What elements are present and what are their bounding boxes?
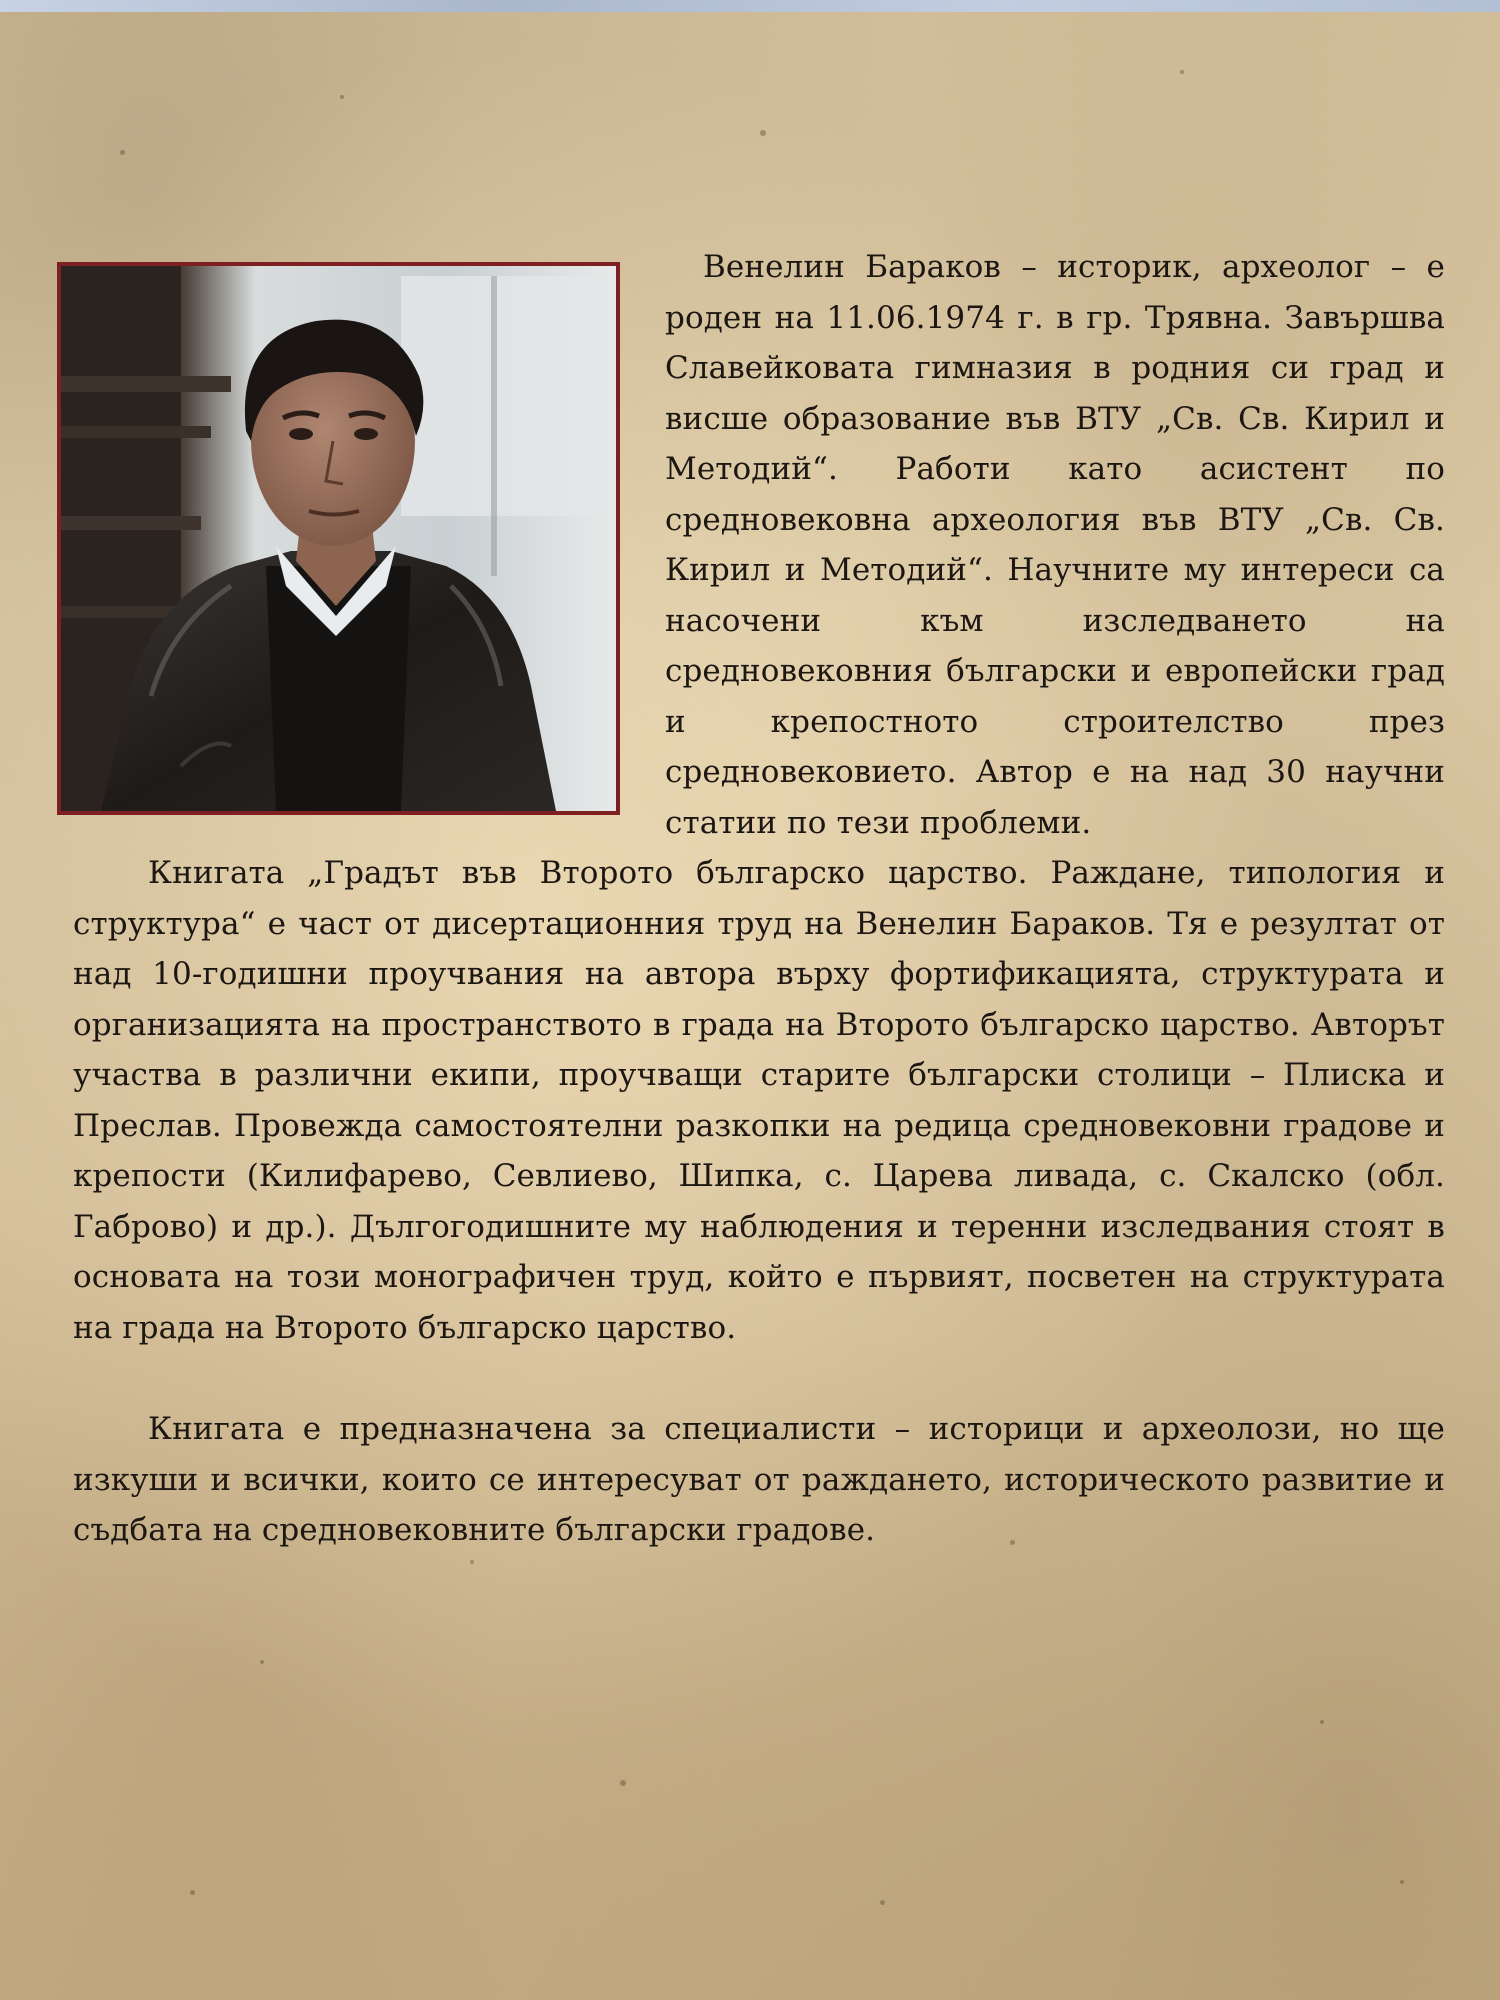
author-bio-paragraph: Венелин Бараков – историк, археолог – е роден на 11.06.1974 г. в гр. Трявна. Завършва Славейковата гимназия в родния си град и висше образование във ВТУ „Св. Св. Кирил и Методий“. Работи като асистент по средновековна археология във ВТУ „Св. Св. Кирил и Методий“. Научните му интереси са насочени към изследването на средновековния български и европейски град и крепостното строителство през средновековието. Автор е на над 30 научни статии по тези проблеми. — [665, 249, 1445, 841]
paper-speckle — [620, 1780, 626, 1786]
audience-paragraph: Книгата е предназначена за специалисти – историци и археолози, но ще изкуши и всички, които се интересуват от раждането, историческото развитие и съдбата на средновековните български градове. — [73, 1411, 1445, 1548]
paper-speckle — [190, 1890, 195, 1895]
paper-speckle — [1320, 1720, 1324, 1724]
paper-speckle — [760, 130, 766, 136]
paper-speckle — [260, 1660, 264, 1664]
paper-speckle — [340, 95, 344, 99]
paper-speckle — [470, 1560, 474, 1564]
paper-speckle — [120, 150, 125, 155]
paper-speckle — [1180, 70, 1184, 74]
author-portrait-image — [61, 266, 616, 811]
author-photo — [57, 262, 620, 815]
paper-speckle — [1400, 1880, 1404, 1884]
paper-speckle — [880, 1900, 885, 1905]
book-description-paragraph: Книгата „Градът във Второто българско царство. Раждане, типология и структура“ е част от дисертационния труд на Венелин Бараков. Тя е резултат от над 10-годишни проучвания на автора върху фортификацията, структурата и организацията на пространството в града на Второто българско царство. Авторът участва в различни екипи, проучващи старите български столици – Плиска и Преслав. Провежда самостоятелни разкопки на редица средновековни градове и крепости (Килифарево, Севлиево, Шипка, с. Царева ливада, с. Скалско (обл. Габрово) и др.). Дългогодишните му наблюдения и теренни изследвания стоят в основата на този монографичен труд, който е първият, посветен на структурата на града на Второто българско царство. — [73, 855, 1445, 1346]
background-strip — [0, 0, 1500, 12]
